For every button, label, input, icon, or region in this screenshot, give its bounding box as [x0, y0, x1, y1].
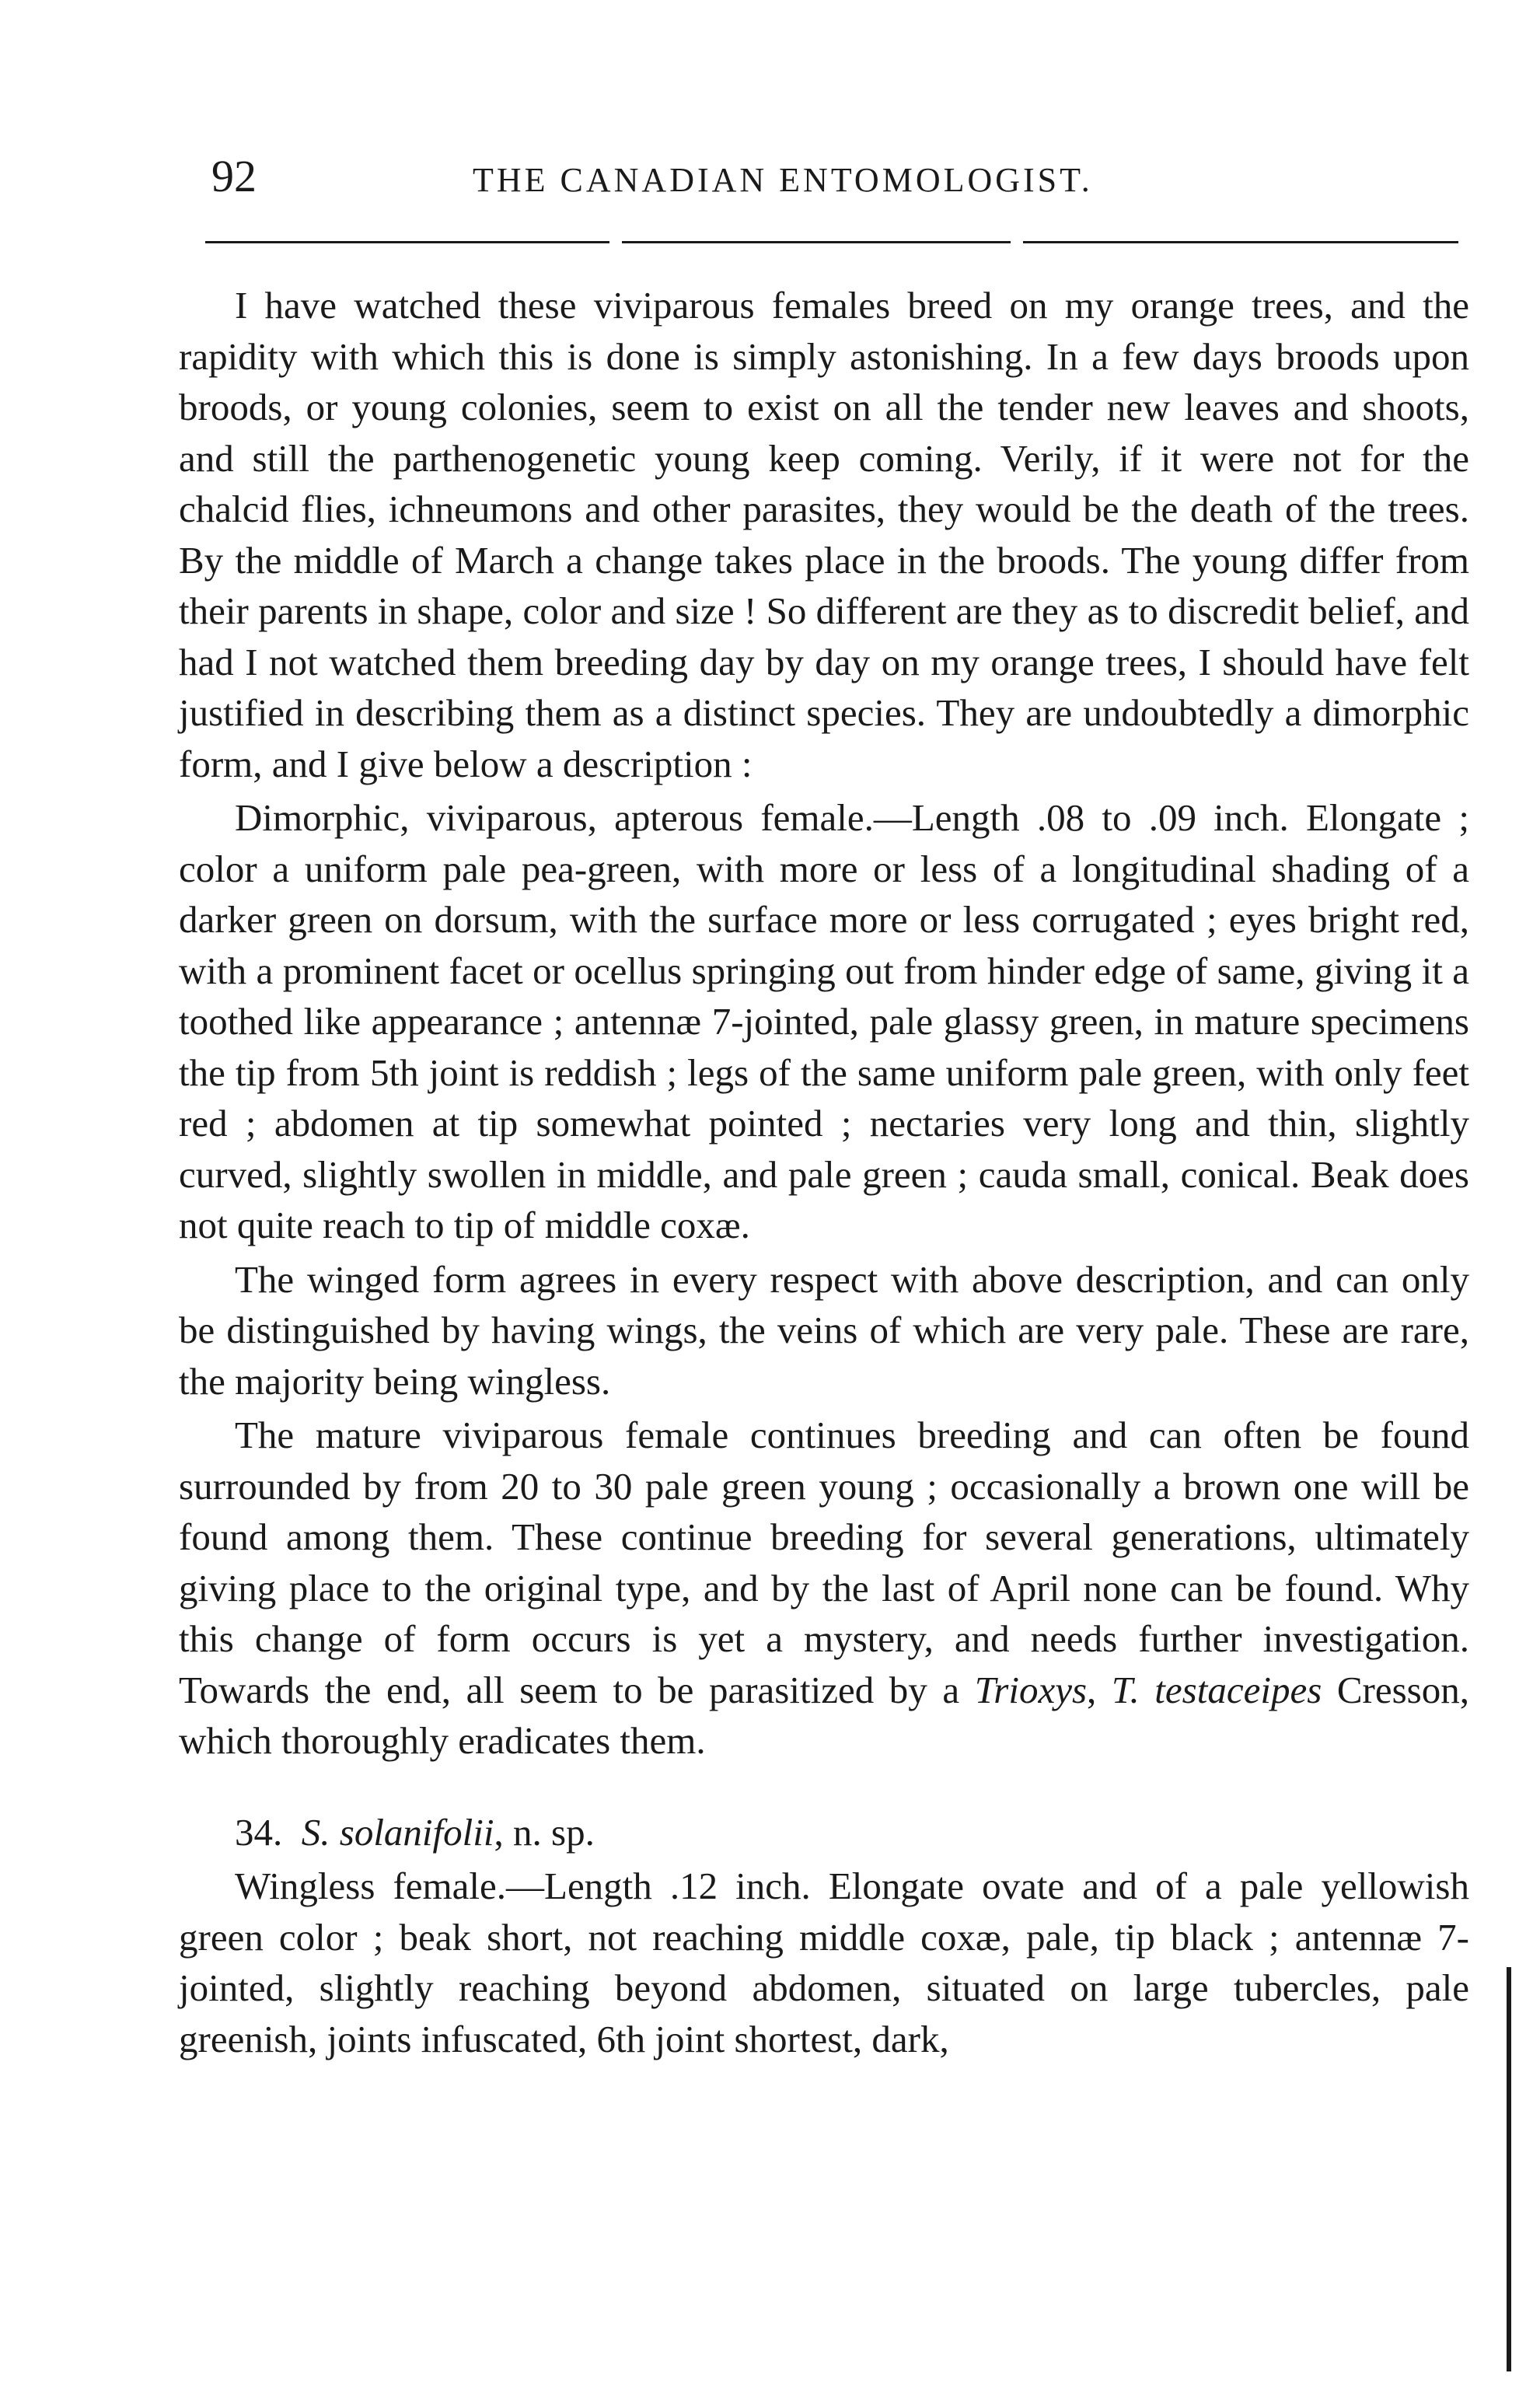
header-rule-right [1023, 241, 1458, 243]
paragraph-dimorphic-description: Dimorphic, viviparous, apterous female.—Length .08 to .09 inch. Elongate ; color a uniform pale pea-green, with more or less of a longitudinal shading of a darker green on dorsum, with the surface more or less corrugated ; eyes bright red, with a prominent facet or ocellus springing out from hinder edge of same, giving it a toothed like appearance ; antennæ 7-jointed, pale glassy green, in mature specimens the tip from 5th joint is reddish ; legs of the same uniform pale green, with only feet red ; abdomen at tip somewhat pointed ; nectaries very long and thin, slightly curved, slightly swollen in middle, and pale green ; cauda small, conical. Beak does not quite reach to tip of middle coxæ. [179, 796, 1469, 1246]
journal-title: THE CANADIAN ENTOMOLOGIST. [473, 161, 1093, 199]
running-head [211, 149, 1471, 204]
species-heading-suffix: , n. sp. [494, 1810, 595, 1854]
paragraph-parasitized-end: Cresson, which thoroughly eradicates them. [179, 1668, 1470, 1762]
page-number: 92 [211, 151, 257, 201]
body-text [179, 280, 1469, 2064]
page-edge-bar [1507, 1967, 1511, 2371]
species-number: 34. [235, 1810, 283, 1854]
species-heading-name: S. solanifolii [301, 1810, 494, 1854]
paragraph-wingless-female: Wingless female.—Length .12 inch. Elongate ovate and of a pale yellowish green color ; beak short, not reaching middle coxæ, pale, tip black ; antennæ 7-jointed, slightly reaching beyond abdomen, situated on large tubercles, pale greenish, joints infuscated, 6th joint shortest, dark, [179, 1865, 1469, 2060]
genus-name: Trioxys [974, 1668, 1088, 1711]
separator: , [1087, 1668, 1112, 1711]
species-heading [179, 1807, 1469, 1858]
species-name: T. testaceipes [1111, 1668, 1322, 1711]
paragraph-parasitized [179, 1410, 1469, 1767]
paragraph-winged-form: The winged form agrees in every respect with above description, and can only be distinguished by having wings, the veins of which are very pale. These are rare, the majority being wingless. [179, 1257, 1469, 1403]
header-rule-middle [622, 241, 1011, 243]
header-rule-left [205, 241, 609, 243]
paragraph-parasitized-text: The mature viviparous female continues breeding and can often be found surrounded by from 20 to 30 pale green young ; occasionally a brown one will be found among them. These continue breeding for several generations, ultimately giving place to the original type, and by the last of April none can be found. Why this change of form occurs is yet a mystery, and needs further investigation. Towards the end, all seem to be parasitized by a [179, 1414, 1469, 1711]
paragraph-viviparous-breeding: I have watched these viviparous females breed on my orange trees, and the rapidity with which this is done is simply astonishing. In a few days broods upon broods, or young colonies, seem to exist on all the tender new leaves and shoots, and still the parthenogenetic young keep coming. Verily, if it were not for the chalcid flies, ichneumons and other parasites, they would be the death of the trees. By the middle of March a change takes place in the broods. The young differ from their parents in shape, color and size ! So different are they as to discredit belief, and had I not watched them breeding day by day on my orange trees, I should have felt justified in describing them as a distinct species. They are undoubtedly a dimorphic form, and I give below a description : [179, 284, 1469, 785]
